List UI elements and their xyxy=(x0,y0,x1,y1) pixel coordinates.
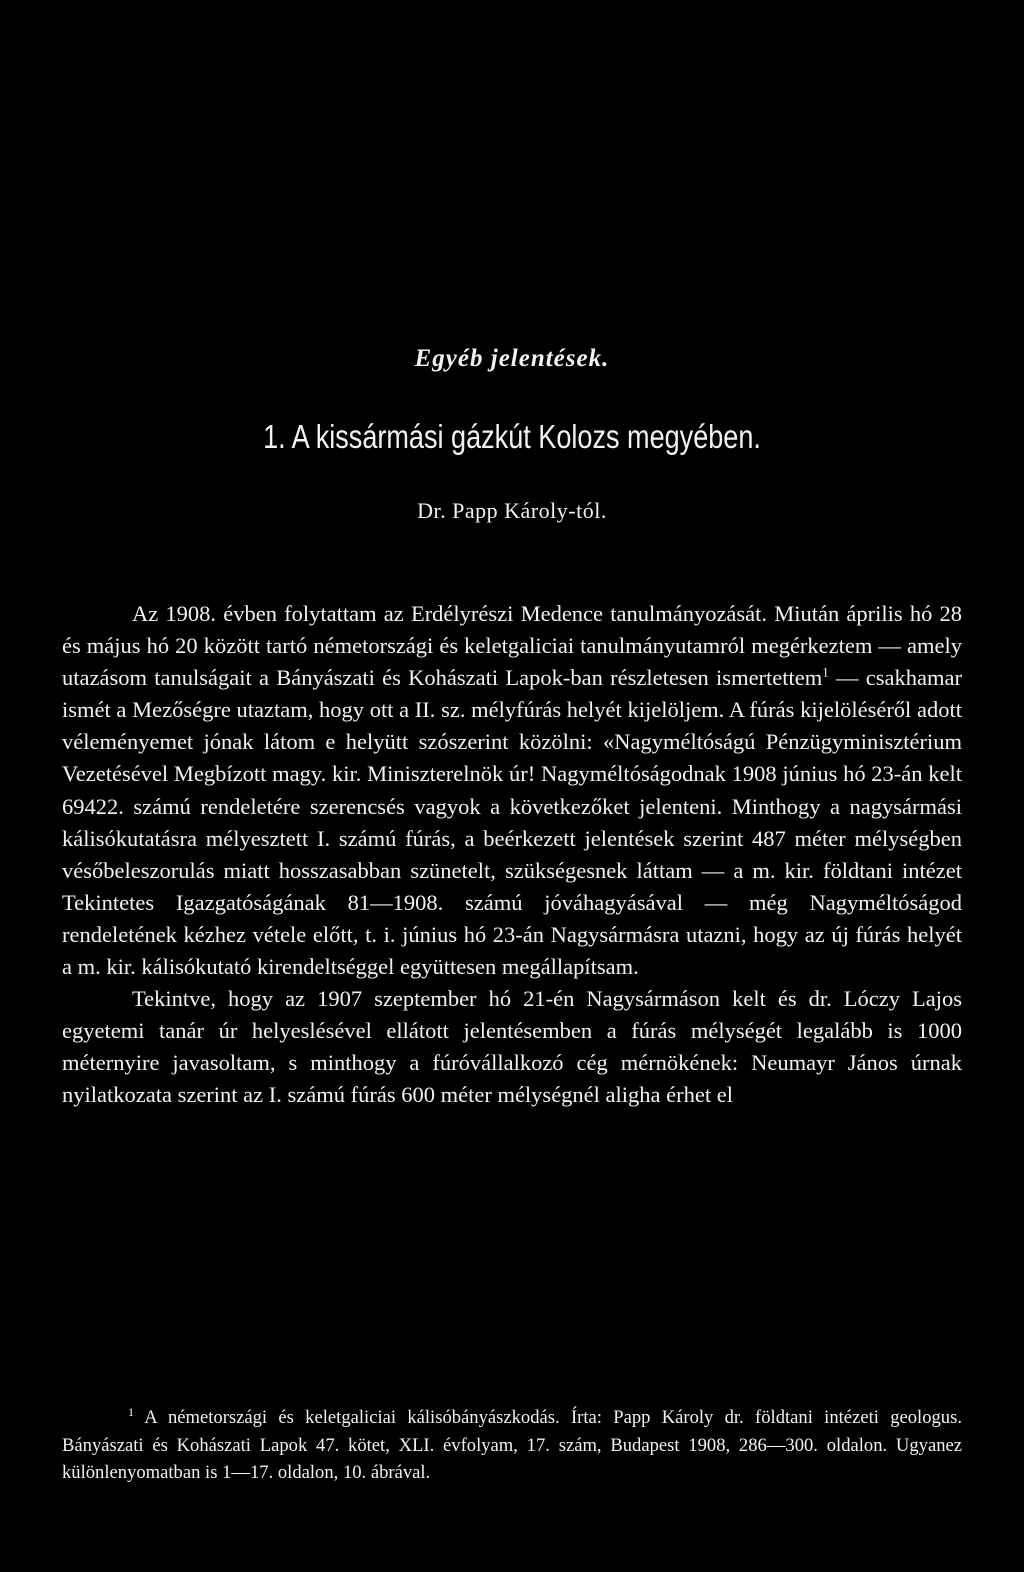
article-author: Dr. Papp Károly-tól. xyxy=(417,498,607,523)
footnote-reference: 1 xyxy=(822,664,829,680)
paragraph-1 xyxy=(62,598,962,983)
paragraph-1-part-b: — csakhamar ismét a Mezőségre utaztam, hogy ott a II. sz. mélyfúrás helyét kijelöljem. A fúrás kijelöléséről adott véleményemet jónak látom e helyütt szószerint közölni: «Nagyméltóságú Pénzügyminisztérium Vezetésével Megbízott magy. kir. Miniszterelnök úr! Nagyméltóságodnak 1908 június hó 23-án kelt 69422. számú rendeletére szerencsés vagyok a következőket jelenteni. Minthogy a nagysármási kálisókutatásra mélyesztett I. számú fúrás, a beérkezett jelentések szerint 487 méter mélységben vésőbeleszorulás miatt hosszasabban szünetelt, szükségesnek láttam — a m. kir. földtani intézet Tekintetes Igazgatóságának 81—1908. számú jóváhagyásával — még Nagyméltóságod rendeletének kézhez vétele előtt, t. i. június hó 23-án Nagysármásra utazni, hogy az új fúrás helyét a m. kir. kálisókutató kirendeltséggel együttesen megállapítsam. xyxy=(62,665,962,980)
article-title: 1. A kissármási gázkút Kolozs megyében. xyxy=(263,418,761,455)
document-page xyxy=(62,0,962,1572)
footnote-mark: 1 xyxy=(128,1404,134,1419)
paragraph-2: Tekintve, hogy az 1907 szeptember hó 21-én Nagysármáson kelt és dr. Lóczy Lajos egyetemi tanár úr helyeslésével ellátott jelentésemben a fúrás mélységét legalább is 1000 méternyire javasoltam, s minthogy a fúróvállalkozó cég mérnökének: Neumayr János úrnak nyilatkozata szerint az I. számú fúrás 600 méter mélységnél aligha érhet el xyxy=(62,986,962,1108)
article-body xyxy=(62,598,962,1112)
footnote xyxy=(62,1404,962,1487)
footnote-text: A németországi és keletgaliciai kálisóbányászkodás. Írta: Papp Károly dr. földtani intézeti geologus. Bányászati és Kohászati Lapok 47. kötet, XLI. évfolyam, 17. szám, Budapest 1908, 286—300. oldalon. Ugyanez különlenyomatban is 1—17. oldalon, 10. ábrával. xyxy=(62,1407,962,1483)
footnote-paragraph xyxy=(62,1404,962,1487)
section-heading: Egyéb jelentések. xyxy=(414,345,610,372)
paragraph-1-part-a: Az 1908. évben folytattam az Erdélyrészi Medence tanulmányozását. Miután április hó 28 és május hó 20 között tartó németországi és keletgaliciai tanulmányutamról megérkeztem — amely utazásom tanulságait a Bányászati és Kohászati Lapok-ban részletesen ismertettem xyxy=(62,601,962,691)
